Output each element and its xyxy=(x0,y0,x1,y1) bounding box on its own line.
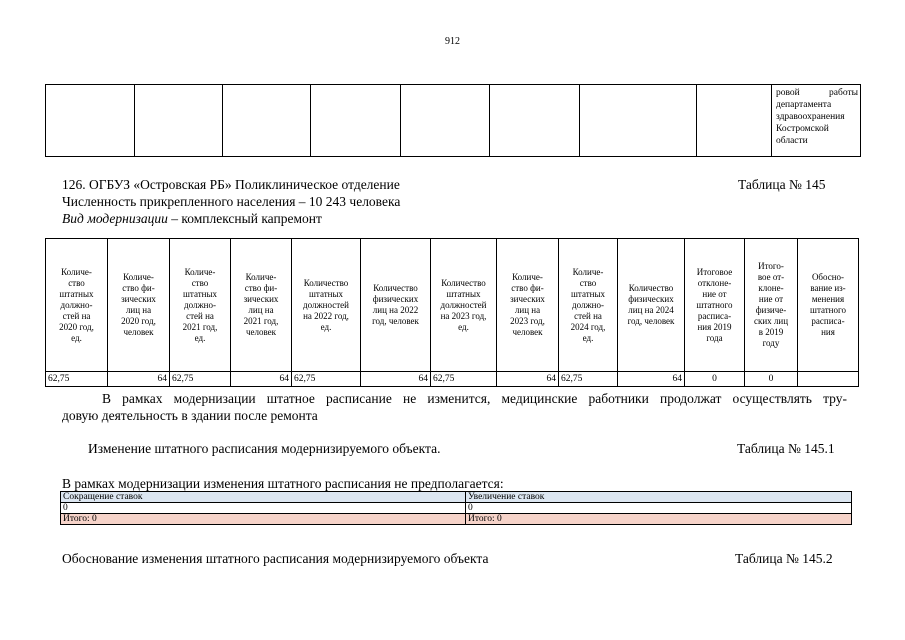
header-cell xyxy=(108,239,170,372)
header-cell xyxy=(745,239,798,372)
paragraph-line: довую деятельность в здании после ремонта xyxy=(62,408,318,423)
header-line: должно- xyxy=(60,299,93,310)
header-line: Количе- xyxy=(512,272,543,282)
reduction-header: Сокращение ставок xyxy=(61,492,466,503)
value-cell: 62,75 xyxy=(559,372,618,387)
changes-total-row xyxy=(61,514,852,525)
header-line: штатного xyxy=(810,305,846,315)
reduction-total: Итого: 0 xyxy=(61,514,466,525)
reduction-value: 0 xyxy=(61,503,466,514)
header-line: в 2019 xyxy=(758,327,784,337)
empty-cell xyxy=(401,85,490,157)
header-line: 2020 год, xyxy=(59,321,94,332)
empty-cell xyxy=(311,85,401,157)
header-line: должностей xyxy=(440,299,487,310)
value-cell: 62,75 xyxy=(292,372,361,387)
header-cell xyxy=(292,239,361,372)
justification-table-label: Таблица № 145.2 xyxy=(735,551,833,566)
header-line: Количе- xyxy=(184,266,216,277)
header-line: физиче- xyxy=(755,305,787,315)
header-line: зических xyxy=(510,294,545,304)
changes-header-row xyxy=(61,492,852,503)
staffing-table xyxy=(45,238,859,387)
value-cell: 62,75 xyxy=(431,372,497,387)
modernization-line xyxy=(62,211,322,227)
header-line: ство xyxy=(191,277,209,288)
cell-line: Костромской xyxy=(776,124,829,134)
header-line: Количество xyxy=(628,283,674,293)
change-table-label: Таблица № 145.1 xyxy=(737,441,835,456)
header-line: Итого- xyxy=(758,261,784,271)
header-line: штатных xyxy=(446,288,481,299)
change-heading: Изменение штатного расписания модернизируемого объекта. xyxy=(88,441,441,456)
header-line: ед. xyxy=(458,321,469,332)
header-line: штатного xyxy=(696,299,733,310)
empty-cell xyxy=(697,85,772,157)
modernization-value: – комплексный капремонт xyxy=(167,211,322,226)
header-line: Обосно- xyxy=(811,272,845,282)
value-cell: 64 xyxy=(361,372,431,387)
header-line: Количе- xyxy=(245,272,277,282)
value-cell: 64 xyxy=(108,372,170,387)
header-cell xyxy=(46,239,108,372)
header-line: ство xyxy=(68,277,85,288)
paragraph-line: В рамках модернизации штатное расписание не изменится, медицинские работники продолжат осуществлять тру- xyxy=(102,391,847,406)
header-line: 2023 год, xyxy=(510,316,545,326)
continued-table xyxy=(45,84,861,157)
header-line: 2021 год, xyxy=(182,321,218,332)
header-line: Количе- xyxy=(123,272,154,282)
header-line: вание из- xyxy=(810,283,846,293)
value-cell: 0 xyxy=(685,372,745,387)
header-line: штатных xyxy=(59,288,94,299)
header-line: ство фи- xyxy=(511,283,544,293)
header-line: менения xyxy=(811,294,845,304)
header-row xyxy=(46,239,859,372)
empty-cell xyxy=(490,85,580,157)
header-line: Количество xyxy=(303,277,349,288)
header-line: ство xyxy=(579,277,597,288)
header-line: 2020 год, xyxy=(121,316,156,326)
no-change-note: В рамках модернизации изменения штатного расписания не предполагается: xyxy=(62,476,504,491)
header-line: ство фи- xyxy=(244,283,278,293)
header-line: ние от xyxy=(758,294,784,304)
header-line: расписа- xyxy=(697,310,732,321)
changes-table xyxy=(60,491,852,525)
header-line: 2021 год, xyxy=(243,316,279,326)
header-line: ед. xyxy=(582,332,594,343)
header-line: на 2022 год, xyxy=(303,310,349,321)
header-cell xyxy=(497,239,559,372)
header-line: ство фи- xyxy=(122,283,155,293)
value-cell xyxy=(798,372,859,387)
modernization-paragraph xyxy=(62,390,847,424)
cell-line: ровой работы xyxy=(776,88,858,98)
section-title: 126. ОГБУЗ «Островская РБ» Поликлиническое отделение xyxy=(62,177,400,192)
increase-value: 0 xyxy=(466,503,852,514)
header-cell xyxy=(618,239,685,372)
value-cell: 62,75 xyxy=(46,372,108,387)
header-line: году xyxy=(762,338,780,348)
header-cell xyxy=(431,239,497,372)
header-line: отклоне- xyxy=(697,277,732,288)
value-cell: 64 xyxy=(618,372,685,387)
header-line: физических xyxy=(628,294,674,304)
header-line: Итоговое xyxy=(696,266,733,277)
empty-cell xyxy=(46,85,135,157)
header-line: Количе- xyxy=(61,266,92,277)
header-line: штатных xyxy=(182,288,218,299)
header-line: зических xyxy=(121,294,156,304)
header-line: ед. xyxy=(320,321,332,332)
header-line: расписа- xyxy=(811,316,845,326)
header-line: Количе- xyxy=(572,266,604,277)
header-line: клоне- xyxy=(758,283,784,293)
header-line: лиц на 2024 xyxy=(628,305,674,315)
header-line: ния xyxy=(821,327,835,337)
header-line: 2024 год, xyxy=(570,321,606,332)
header-line: ния 2019 xyxy=(697,321,732,332)
header-line: штатных xyxy=(570,288,606,299)
value-cell: 0 xyxy=(745,372,798,387)
header-cell xyxy=(685,239,745,372)
header-line: стей на xyxy=(574,310,602,321)
header-line: зических xyxy=(243,294,279,304)
cell-line: здравоохранения xyxy=(776,112,845,122)
header-line: год, человек xyxy=(627,316,675,326)
header-cell xyxy=(231,239,292,372)
header-cell xyxy=(170,239,231,372)
header-line: человек xyxy=(245,327,277,337)
values-row xyxy=(46,372,859,387)
empty-cell xyxy=(135,85,223,157)
header-line: на 2023 год, xyxy=(440,310,487,321)
table-label: Таблица № 145 xyxy=(738,177,826,192)
modernization-label: Вид модернизации xyxy=(62,211,168,226)
header-line: Количество xyxy=(441,277,486,288)
cell-line: департамента xyxy=(776,100,832,110)
increase-total: Итого: 0 xyxy=(466,514,852,525)
header-cell xyxy=(559,239,618,372)
header-line: ских лиц xyxy=(753,316,789,326)
header-line: года xyxy=(706,332,723,343)
page-number: 912 xyxy=(445,36,460,47)
header-line: вое от- xyxy=(757,272,785,282)
header-line: физических xyxy=(372,294,419,304)
header-line: ние от xyxy=(702,288,727,299)
value-cell: 64 xyxy=(231,372,292,387)
cell-line: области xyxy=(776,136,808,146)
header-line: лиц на 2022 xyxy=(372,305,419,315)
justification-cell xyxy=(772,85,861,157)
header-line: лиц на xyxy=(125,305,152,315)
header-line: должно- xyxy=(572,299,604,310)
increase-header: Увеличение ставок xyxy=(466,492,852,503)
header-line: должностей xyxy=(303,299,349,310)
header-cell xyxy=(798,239,859,372)
header-line: Количество xyxy=(373,283,418,293)
justification-heading: Обоснование изменения штатного расписания модернизируемого объекта xyxy=(62,551,489,566)
header-line: ед. xyxy=(194,332,206,343)
header-line: человек xyxy=(123,327,154,337)
changes-value-row xyxy=(61,503,852,514)
header-line: ед. xyxy=(71,332,82,343)
header-line: стей на xyxy=(186,310,214,321)
header-line: человек xyxy=(512,327,543,337)
header-line: должно- xyxy=(184,299,216,310)
population-line: Численность прикрепленного населения – 10 243 человека xyxy=(62,194,401,209)
value-cell: 64 xyxy=(497,372,559,387)
header-line: штатных xyxy=(308,288,344,299)
header-line: лиц на xyxy=(514,305,541,315)
empty-cell xyxy=(580,85,697,157)
empty-cell xyxy=(223,85,311,157)
header-line: год, человек xyxy=(372,316,419,326)
header-line: лиц на xyxy=(248,305,274,315)
header-line: стей на xyxy=(62,310,91,321)
header-cell xyxy=(361,239,431,372)
value-cell: 62,75 xyxy=(170,372,231,387)
